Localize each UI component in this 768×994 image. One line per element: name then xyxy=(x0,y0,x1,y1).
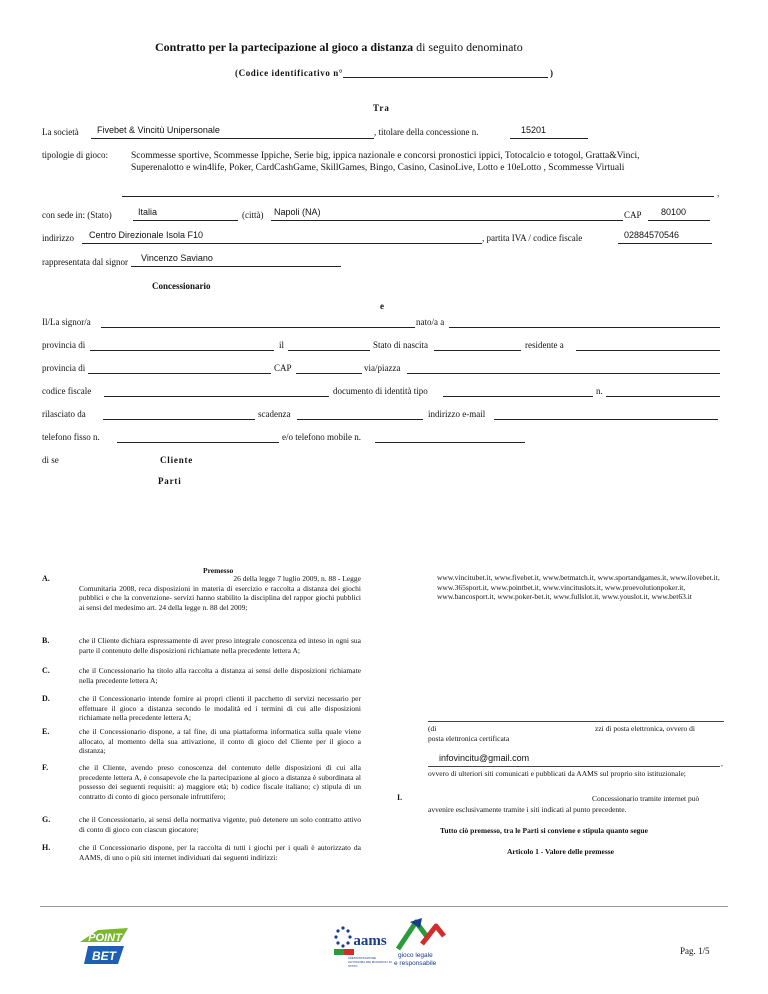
indirizzo-label: indirizzo xyxy=(42,233,74,243)
premesso-item-first-line: 26 della legge 7 luglio 2009, n. 88 - Legge xyxy=(233,574,361,583)
premesso-letter: E. xyxy=(42,727,50,736)
code-label: (Codice identificativo n° xyxy=(235,68,344,78)
pec-line-1[interactable] xyxy=(428,721,724,722)
premesso-item-text xyxy=(79,727,361,756)
stato-line[interactable] xyxy=(133,220,238,221)
code-line[interactable] xyxy=(343,77,548,78)
provincia1-line[interactable] xyxy=(90,350,274,351)
dise-label: di se xyxy=(42,455,59,465)
premesso-item-text xyxy=(79,574,361,612)
cap-line[interactable] xyxy=(648,220,710,221)
e-label: e xyxy=(380,301,384,311)
premesso-item-body: che il Concessionario intende fornire ai propri clienti il pacchetto di servizi necessario per effettuare il gioco a distanza secondo le modalità ed i termini di cui alle disposizioni richiamate nella precedente lettera A; xyxy=(79,694,361,723)
provincia1-label: provincia di xyxy=(42,340,86,350)
email-label: indirizzo e-mail xyxy=(428,409,486,419)
i-letter: I. xyxy=(397,793,403,802)
trailing-comma: , xyxy=(717,188,720,198)
premesso-item-text xyxy=(79,843,361,862)
residente-line[interactable] xyxy=(576,350,720,351)
title-bold: Contratto per la partecipazione al gioco a distanza xyxy=(155,40,414,54)
premesso-item-body: che il Cliente, avendo preso conoscenza del contenuto delle disposizioni di cui alla precedente lettera A, è consapevole che la partecipazione al gioco a distanza è subordinata al possesso dei seguenti requisiti: a) maggiore età; b) codice fiscale italiano; c) stipula di un contratto di conto di gioco personale infruttifero; xyxy=(79,763,361,801)
premesso-item-body: che il Cliente dichiara espressamente di aver preso integrale conoscenza ed inteso in ogni sua parte il contenuto delle disposizioni richiamate nella precedente lettera A; xyxy=(79,636,361,655)
mobile-label: e/o telefono mobile n. xyxy=(282,432,361,442)
pointbet-logo-icon xyxy=(78,926,130,966)
doc-label: documento di identità tipo xyxy=(333,386,428,396)
tra-label: Tra xyxy=(373,103,390,113)
provincia2-line[interactable] xyxy=(88,373,271,374)
parti-label: Parti xyxy=(158,476,182,486)
cf-line[interactable] xyxy=(104,396,329,397)
aams-wordmark: aams xyxy=(353,933,387,949)
rilasciato-line[interactable] xyxy=(103,419,255,420)
societa-value: Fivebet & Vincitù Unipersonale xyxy=(97,125,220,135)
citta-line[interactable] xyxy=(271,220,623,221)
rappresentata-value: Vincenzo Saviano xyxy=(141,253,213,263)
sede-label: con sede in: (Stato) xyxy=(42,210,112,220)
titolare-label: , titolare della concessione n. xyxy=(374,127,479,137)
cap-value: 80100 xyxy=(661,207,687,217)
stato-nascita-label: Stato di nascita xyxy=(373,340,428,350)
cap2-label: CAP xyxy=(274,363,292,373)
di-open: (di xyxy=(428,724,437,733)
concessione-line[interactable] xyxy=(510,138,588,139)
piva-line[interactable] xyxy=(618,243,712,244)
signor-line[interactable] xyxy=(101,327,415,328)
il-line[interactable] xyxy=(288,350,370,351)
conviene-text: Tutto ciò premesso, tra le Parti si conviene e stipula quanto segue xyxy=(440,826,648,835)
nato-label: nato/a a xyxy=(416,317,445,327)
page-number: Pag. 1/5 xyxy=(680,946,710,956)
gioco-legale-top: gioco legale xyxy=(398,952,433,959)
premesso-item-text xyxy=(79,815,361,834)
premesso-item-body: che il Concessionario dispone, per la raccolta di tutti i giochi per i quali è autorizzato da AAMS, di uno o più siti internet individuati dai seguenti indirizzi: xyxy=(79,843,361,862)
scadenza-label: scadenza xyxy=(258,409,291,419)
doc-line[interactable] xyxy=(443,396,593,397)
premesso-item-body: che il Concessionario, ai sensi della normativa vigente, può detenere un solo contratto attivo di conto di gioco con ciascun giocatore; xyxy=(79,815,361,834)
premesso-letter: F. xyxy=(42,763,49,772)
tel-line[interactable] xyxy=(117,442,279,443)
footer-divider xyxy=(40,906,728,907)
piva-label: , partita IVA / codice fiscale xyxy=(482,233,583,243)
indirizzo-line[interactable] xyxy=(82,243,482,244)
i-text-line2: avvenire esclusivamente tramite i siti indicati al punto precedente. xyxy=(428,805,627,814)
email-value: infovincitu@gmail.com xyxy=(439,753,530,763)
stato-value: Italia xyxy=(138,207,158,217)
document-title xyxy=(155,40,523,55)
tipologie-line1: Scommesse sportive, Scommesse Ippiche, Serie big, ippica nazionale e concorsi pronostici ippici, Totocalcio e totogol, Gratta&Vinci, xyxy=(131,151,640,161)
pec-label: posta elettronica certificata xyxy=(428,734,510,743)
pointbet-logo xyxy=(78,926,130,966)
societa-line[interactable] xyxy=(91,138,374,139)
cap-label: CAP xyxy=(624,210,642,220)
cap2-line[interactable] xyxy=(296,373,362,374)
cliente-role: Cliente xyxy=(160,455,194,465)
aams-subtitle: AMMINISTRAZIONE AUTONOMA DEI MONOPOLI DI STATO xyxy=(348,956,392,968)
code-close: ) xyxy=(550,68,553,78)
premesso-item-text xyxy=(79,666,361,685)
tipologie-extra-line[interactable] xyxy=(122,196,714,197)
rappresentata-label: rappresentata dal signor xyxy=(42,257,128,267)
indirizzo-value: Centro Direzionale Isola F10 xyxy=(89,230,204,240)
premesso-item-body: che il Concessionario dispone, a tal fine, di una piattaforma informatica sulla quale viene allocato, al momento della sua attivazione, il conto di gioco del Cliente per il gioco a distanza; xyxy=(79,727,361,756)
pointbet-logo-bottom: BET xyxy=(92,949,116,963)
i-text-right: Concessionario tramite internet può xyxy=(592,794,700,803)
email-line[interactable] xyxy=(494,419,718,420)
il-label: il xyxy=(279,340,285,350)
premesso-letter: C. xyxy=(42,666,50,675)
societa-label: La società xyxy=(42,127,79,137)
gioco-legale-arrow-icon xyxy=(392,916,450,952)
articolo-1-heading: Articolo 1 - Valore delle premesse xyxy=(507,847,614,856)
signor-label: Il/La signor/a xyxy=(42,317,91,327)
citta-label: (città) xyxy=(242,210,264,220)
premesso-letter: D. xyxy=(42,694,50,703)
n-line[interactable] xyxy=(606,396,720,397)
premesso-letter: H. xyxy=(42,843,51,852)
premesso-heading: Premesso xyxy=(203,566,234,575)
aams-logo xyxy=(330,923,390,967)
email-comma: , xyxy=(721,759,723,768)
premesso-letter: B. xyxy=(42,636,50,645)
rilasciato-label: rilasciato da xyxy=(42,409,86,419)
tel-label: telefono fisso n. xyxy=(42,432,100,442)
citta-value: Napoli (NA) xyxy=(274,207,321,217)
rappresentata-line[interactable] xyxy=(131,266,341,267)
premesso-item-text xyxy=(79,636,361,655)
cf-label: codice fiscale xyxy=(42,386,92,396)
piva-value: 02884570546 xyxy=(624,230,680,240)
premesso-item-body: Comunitaria 2008, reca disposizioni in materia di esercizio e raccolta a distanza dei giochi pubblici e che la convenzione- servizi hanno stabilito la disciplina del rappor giochi pubblici ai sensi del medesimo art. 24 della legge n. 88 del 2009; xyxy=(79,583,361,612)
residente-label: residente a xyxy=(525,340,564,350)
concessionario-role: Concessionario xyxy=(152,281,211,291)
via-label: via/piazza xyxy=(364,363,401,373)
pointbet-logo-top: POINT xyxy=(88,932,122,944)
premesso-item-body: che il Concessionario ha titolo alla raccolta a distanza ai sensi delle disposizioni richiamate nella precedente lettera A; xyxy=(79,666,361,685)
premesso-letter: G. xyxy=(42,815,51,824)
sites-list: www.vincitubet.it, www.fivebet.it, www.betmatch.it, www.sportandgames.it, www.ilovebet.it, www.365sport.it, www.pointbet.it, www.vincitu​slots.it, www.proevolutionpoker.it, www.bancosport.it, www.poker-bet.it, www.fullslot.it, www.youslot.it, www.bet63.it xyxy=(437,573,720,602)
stato-nascita-line[interactable] xyxy=(434,350,521,351)
mobile-line[interactable] xyxy=(375,442,525,443)
via-line[interactable] xyxy=(407,373,720,374)
tipologie-label: tipologie di gioco: xyxy=(42,150,108,160)
premesso-item-text xyxy=(79,694,361,723)
nato-line[interactable] xyxy=(449,327,720,328)
provincia2-label: provincia di xyxy=(42,363,86,373)
pec-right: zzi di posta elettronica, ovvero di xyxy=(595,724,695,733)
title-rest: di seguito denominato xyxy=(416,40,523,54)
n-label: n. xyxy=(596,386,603,396)
premesso-letter: A. xyxy=(42,574,50,583)
premesso-item-text xyxy=(79,763,361,801)
pec-line-2[interactable] xyxy=(428,766,720,767)
concessione-value: 15201 xyxy=(521,125,547,135)
tipologie-line2: Superenalotto e win4life, Poker, CardCashGame, SkillGames, Bingo, Casino, CasinoLive, Lotto e 10eLotto , Scommesse Virtuali xyxy=(131,163,625,173)
gioco-legale-logo xyxy=(392,916,450,970)
ulteriori-text: ovvero di ulteriori siti comunicati e pubblicati da AAMS sul proprio sito istituzionale; xyxy=(428,769,686,778)
gioco-legale-bottom: e responsabile xyxy=(394,960,437,967)
scadenza-line[interactable] xyxy=(297,419,423,420)
